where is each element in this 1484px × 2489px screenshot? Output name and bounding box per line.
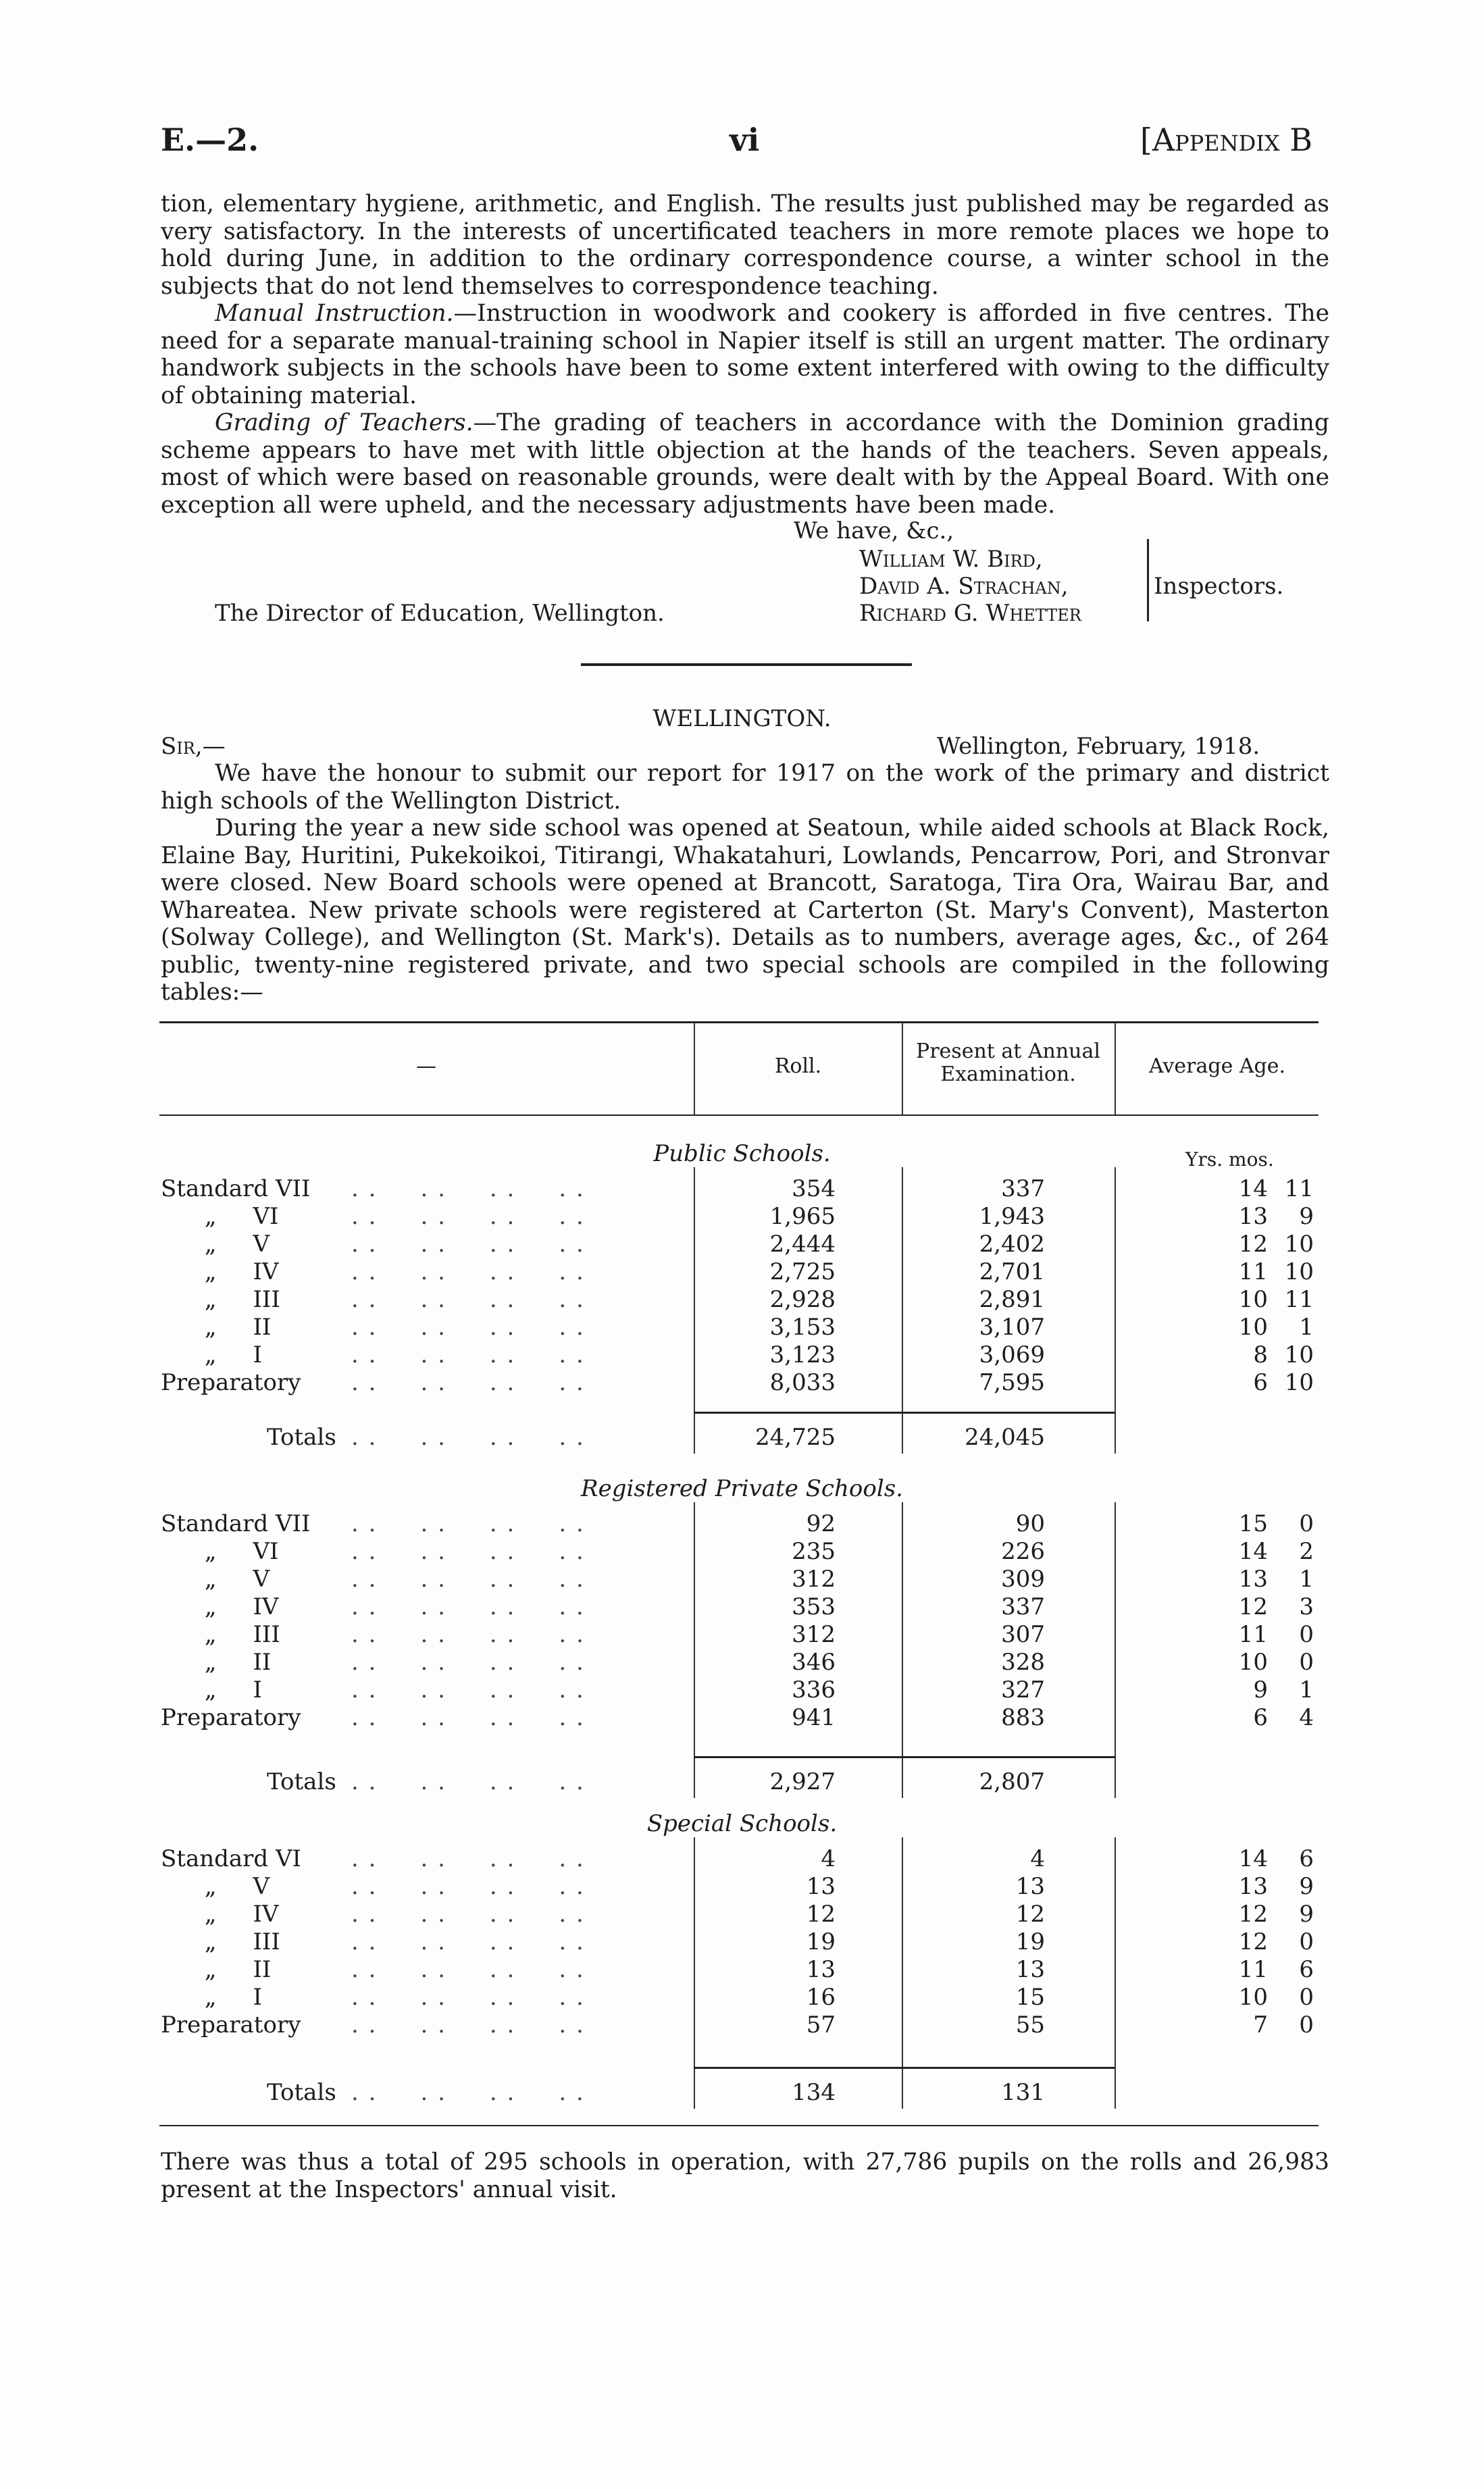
roll-value: 3,123 [769, 1341, 836, 1368]
present-value: 226 [1001, 1538, 1045, 1565]
roll-value: 2,444 [769, 1231, 836, 1258]
inspector-name: Richard G. Whetter [859, 600, 1081, 627]
leader-dots: . . . . . . . . [351, 1984, 585, 2011]
roll-value: 2,725 [769, 1258, 836, 1285]
inspector-name: David A. Strachan, [859, 573, 1069, 600]
age-months: 0 [1299, 1928, 1314, 1955]
age-years: 13 [1238, 1203, 1268, 1230]
present-value: 3,107 [979, 1314, 1045, 1341]
age-years: 14 [1238, 1845, 1268, 1872]
totals-label: Totals [267, 2079, 336, 2106]
age-months: 9 [1299, 1873, 1314, 1900]
age-years: 6 [1253, 1369, 1268, 1396]
present-value: 13 [1015, 1873, 1045, 1900]
section-divider [581, 663, 912, 666]
age-years: 15 [1238, 1510, 1268, 1537]
row-label: „ I [161, 1341, 262, 1368]
paragraph-intro: We have the honour to submit our report for 1917 on the work of the primary and district high schools of the Wellington District. [161, 760, 1329, 815]
row-label: „ V [161, 1231, 270, 1258]
present-value: 328 [1001, 1649, 1045, 1676]
table-top-rule [159, 1021, 1319, 1023]
paragraph-continuation: tion, elementary hygiene, arithmetic, and English. The results just published may be regarded as very satisfactory. In the interests of uncertificated teachers in more remote places we hope to hold during June, in addition to the ordinary correspondence course, a winter school in the subjects that do not lend themselves to correspondence teaching. [161, 190, 1329, 300]
leader-dots: . . . . . . . . [351, 1566, 585, 1593]
appendix-label: [Appendix B [1140, 122, 1313, 158]
age-units: Yrs. mos. [1185, 1148, 1274, 1171]
row-label: Preparatory [161, 2011, 301, 2038]
totals-rule [694, 2067, 1115, 2069]
age-months: 11 [1284, 1175, 1314, 1202]
table-row [0, 1314, 1484, 1341]
roll-value: 346 [792, 1649, 836, 1676]
age-months: 1 [1299, 1314, 1314, 1341]
row-label: „ II [161, 1314, 272, 1341]
table-row [0, 1538, 1484, 1565]
row-label: Standard VII [161, 1510, 311, 1537]
addressee: The Director of Education, Wellington. [215, 600, 665, 627]
leader-dots: . . . . . . . . [351, 1286, 585, 1313]
totals-row [0, 1424, 1484, 1451]
age-months: 11 [1284, 1286, 1314, 1313]
age-months: 1 [1299, 1566, 1314, 1593]
age-years: 10 [1238, 1314, 1268, 1341]
roll-value: 336 [792, 1676, 836, 1703]
present-value: 1,943 [979, 1203, 1045, 1230]
age-years: 12 [1238, 1231, 1268, 1258]
paragraph-title: Manual Instruction. [215, 300, 454, 327]
present-value: 327 [1001, 1676, 1045, 1703]
roll-value: 13 [806, 1956, 836, 1983]
totals-present: 24,045 [965, 1424, 1045, 1451]
table-row [0, 1369, 1484, 1396]
row-label: Standard VI [161, 1845, 301, 1872]
table-row [0, 1845, 1484, 1872]
present-value: 55 [1015, 2011, 1045, 2038]
age-months: 1 [1299, 1676, 1314, 1703]
page-code: E.—2. [161, 122, 259, 158]
roll-value: 13 [806, 1873, 836, 1900]
header-label: — [416, 1054, 436, 1078]
inspector-name: William W. Bird, [859, 546, 1043, 573]
roll-value: 12 [806, 1901, 836, 1928]
table-row [0, 2011, 1484, 2038]
paragraph-body: —The grading of teachers in accordance with the Dominion grading scheme appears to have met with little objection at the hands of the teachers. Seven appeals, most of which were based on reasonable grounds, were dealt with by the Appeal Board. With one exception all were upheld, and the necessary adjustments have been made. [161, 409, 1329, 519]
column-divider [902, 1023, 903, 1114]
leader-dots: . . . . . . . . [351, 1258, 585, 1285]
table-row [0, 1175, 1484, 1202]
section-title-public: Public Schools. [653, 1140, 831, 1167]
present-value: 13 [1015, 1956, 1045, 1983]
leader-dots: . . . . . . . . [351, 1845, 585, 1872]
row-label: „ III [161, 1928, 280, 1955]
present-value: 3,069 [979, 1341, 1045, 1368]
age-months: 3 [1299, 1593, 1314, 1620]
paragraph-schools: During the year a new side school was opened at Seatoun, while aided schools at Black Rock, Elaine Bay, Huritini, Pukekoikoi, Titirangi, Whakatahuri, Lowlands, Pencarrow, Pori, and Stronvar were closed. New Board schools were opened at Brancott, Saratoga, Tira Ora, Wairau Bar, and Whareatea. New private schools were registered at Carterton (St. Mary's Convent), Masterton (Solway College), and Wellington (St. Mark's). Details as to numbers, average ages, &c., of 264 public, twenty-nine registered private, and two special schools are compiled in the following tables:— [161, 815, 1329, 1006]
roll-value: 1,965 [769, 1203, 836, 1230]
table-row [0, 1286, 1484, 1313]
table-row [0, 1901, 1484, 1928]
row-label: „ IV [161, 1593, 279, 1620]
age-years: 14 [1238, 1538, 1268, 1565]
age-months: 9 [1299, 1901, 1314, 1928]
age-months: 9 [1299, 1203, 1314, 1230]
row-label: „ I [161, 1676, 262, 1703]
header-roll: Roll. [774, 1054, 822, 1078]
age-years: 12 [1238, 1928, 1268, 1955]
section-title-private: Registered Private Schools. [581, 1475, 903, 1502]
row-label: Standard VII [161, 1175, 311, 1202]
totals-present: 2,807 [979, 1768, 1045, 1795]
leader-dots: . . . . . . . . [351, 1231, 585, 1258]
leader-dots: . . . . . . . . [351, 1928, 585, 1955]
leader-dots: . . . . . . . . [351, 2011, 585, 2038]
age-months: 6 [1299, 1956, 1314, 1983]
table-row [0, 1341, 1484, 1368]
leader-dots: . . . . . . . . [351, 1175, 585, 1202]
present-value: 883 [1001, 1704, 1045, 1731]
table-row [0, 1928, 1484, 1955]
section-title-special: Special Schools. [646, 1810, 838, 1837]
leader-dots: . . . . . . . . [351, 1768, 585, 1795]
age-years: 9 [1253, 1676, 1268, 1703]
paragraph-body: —Instruction in woodwork and cookery is afforded in five centres. The need for a separate manual-training school in Napier itself is still an urgent matter. The ordinary handwork subjects in the schools have been to some extent interfered with owing to the difficulty of obtaining material. [161, 300, 1329, 409]
leader-dots: . . . . . . . . [351, 2079, 585, 2106]
age-years: 10 [1238, 1286, 1268, 1313]
present-value: 2,701 [979, 1258, 1045, 1285]
present-value: 19 [1015, 1928, 1045, 1955]
age-months: 10 [1284, 1258, 1314, 1285]
table-header-rule [159, 1114, 1319, 1116]
age-years: 13 [1238, 1566, 1268, 1593]
row-label: „ II [161, 1649, 272, 1676]
present-value: 2,891 [979, 1286, 1045, 1313]
table-row [0, 1593, 1484, 1620]
age-years: 11 [1238, 1258, 1268, 1285]
leader-dots: . . . . . . . . [351, 1538, 585, 1565]
row-label: Preparatory [161, 1704, 301, 1731]
roll-value: 312 [792, 1621, 836, 1648]
totals-label: Totals [267, 1768, 336, 1795]
age-months: 10 [1284, 1341, 1314, 1368]
totals-roll: 2,927 [769, 1768, 836, 1795]
age-months: 10 [1284, 1369, 1314, 1396]
present-value: 7,595 [979, 1369, 1045, 1396]
paragraph-grading [161, 409, 1329, 519]
present-value: 90 [1015, 1510, 1045, 1537]
row-label: „ IV [161, 1258, 279, 1285]
roll-value: 3,153 [769, 1314, 836, 1341]
present-value: 337 [1001, 1593, 1045, 1620]
age-years: 10 [1238, 1649, 1268, 1676]
roll-value: 312 [792, 1566, 836, 1593]
present-value: 12 [1015, 1901, 1045, 1928]
present-value: 4 [1030, 1845, 1045, 1872]
table-row [0, 1621, 1484, 1648]
roll-value: 92 [806, 1510, 836, 1537]
roll-value: 941 [792, 1704, 836, 1731]
row-label: „ V [161, 1873, 270, 1900]
roll-value: 353 [792, 1593, 836, 1620]
header-present: Present at Annual Examination. [916, 1040, 1100, 1086]
age-years: 12 [1238, 1901, 1268, 1928]
age-months: 0 [1299, 2011, 1314, 2038]
age-months: 0 [1299, 1649, 1314, 1676]
roll-value: 16 [806, 1984, 836, 2011]
table-row [0, 1984, 1484, 2011]
table-row [0, 1873, 1484, 1900]
row-label: „ III [161, 1286, 280, 1313]
age-months: 0 [1299, 1510, 1314, 1537]
age-months: 2 [1299, 1538, 1314, 1565]
row-label: Preparatory [161, 1369, 301, 1396]
age-months: 4 [1299, 1704, 1314, 1731]
table-row [0, 1704, 1484, 1731]
age-years: 6 [1253, 1704, 1268, 1731]
table-row [0, 1649, 1484, 1676]
roll-value: 57 [806, 2011, 836, 2038]
table-row [0, 1676, 1484, 1703]
row-label: „ I [161, 1984, 262, 2011]
roll-value: 235 [792, 1538, 836, 1565]
header-age: Average Age. [1148, 1054, 1286, 1078]
roll-value: 4 [821, 1845, 836, 1872]
age-years: 11 [1238, 1956, 1268, 1983]
totals-label: Totals [267, 1424, 336, 1451]
row-label: „ V [161, 1566, 270, 1593]
present-value: 15 [1015, 1984, 1045, 2011]
present-value: 307 [1001, 1621, 1045, 1648]
row-label: „ VI [161, 1203, 279, 1230]
totals-roll: 24,725 [755, 1424, 836, 1451]
section-heading: WELLINGTON. [653, 705, 831, 732]
totals-rule [694, 1412, 1115, 1414]
table-row [0, 1566, 1484, 1593]
table-row [0, 1258, 1484, 1285]
age-years: 12 [1238, 1593, 1268, 1620]
table-row [0, 1203, 1484, 1230]
totals-roll: 134 [792, 2079, 836, 2106]
salutation: Sir,— [161, 733, 226, 760]
roll-value: 354 [792, 1175, 836, 1202]
age-years: 8 [1253, 1341, 1268, 1368]
age-years: 10 [1238, 1984, 1268, 2011]
leader-dots: . . . . . . . . [351, 1873, 585, 1900]
page-number: vi [730, 122, 760, 158]
age-years: 11 [1238, 1621, 1268, 1648]
roll-value: 19 [806, 1928, 836, 1955]
roll-value: 2,928 [769, 1286, 836, 1313]
leader-dots: . . . . . . . . [351, 1510, 585, 1537]
row-label: „ III [161, 1621, 280, 1648]
age-years: 14 [1238, 1175, 1268, 1202]
age-months: 10 [1284, 1231, 1314, 1258]
row-label: „ IV [161, 1901, 279, 1928]
leader-dots: . . . . . . . . [351, 1369, 585, 1396]
age-years: 13 [1238, 1873, 1268, 1900]
closing-paragraph: There was thus a total of 295 schools in operation, with 27,786 pupils on the rolls and 26,983 present at the Inspectors' annual visit. [161, 2149, 1329, 2203]
table-bottom-rule [159, 2125, 1319, 2126]
totals-row [0, 1768, 1484, 1795]
closing-phrase: We have, &c., [794, 517, 954, 544]
report-date: Wellington, February, 1918. [937, 733, 1260, 760]
age-months: 0 [1299, 1621, 1314, 1648]
leader-dots: . . . . . . . . [351, 1314, 585, 1341]
table-row [0, 1510, 1484, 1537]
leader-dots: . . . . . . . . [351, 1593, 585, 1620]
present-value: 309 [1001, 1566, 1045, 1593]
totals-row [0, 2079, 1484, 2106]
totals-rule [694, 1756, 1115, 1758]
totals-present: 131 [1001, 2079, 1045, 2106]
leader-dots: . . . . . . . . [351, 1341, 585, 1368]
leader-dots: . . . . . . . . [351, 1649, 585, 1676]
present-value: 337 [1001, 1175, 1045, 1202]
row-label: „ VI [161, 1538, 279, 1565]
leader-dots: . . . . . . . . [351, 1704, 585, 1731]
paragraph-manual-instruction [161, 300, 1329, 409]
leader-dots: . . . . . . . . [351, 1203, 585, 1230]
inspector-role: Inspectors. [1154, 573, 1284, 600]
leader-dots: . . . . . . . . [351, 1956, 585, 1983]
age-months: 6 [1299, 1845, 1314, 1872]
row-label: „ II [161, 1956, 272, 1983]
age-years: 7 [1253, 2011, 1268, 2038]
brace-bracket [1137, 539, 1149, 621]
leader-dots: . . . . . . . . [351, 1424, 585, 1451]
table-row [0, 1231, 1484, 1258]
leader-dots: . . . . . . . . [351, 1621, 585, 1648]
leader-dots: . . . . . . . . [351, 1901, 585, 1928]
present-value: 2,402 [979, 1231, 1045, 1258]
leader-dots: . . . . . . . . [351, 1676, 585, 1703]
table-row [0, 1956, 1484, 1983]
age-months: 0 [1299, 1984, 1314, 2011]
roll-value: 8,033 [769, 1369, 836, 1396]
paragraph-title: Grading of Teachers. [215, 409, 474, 436]
